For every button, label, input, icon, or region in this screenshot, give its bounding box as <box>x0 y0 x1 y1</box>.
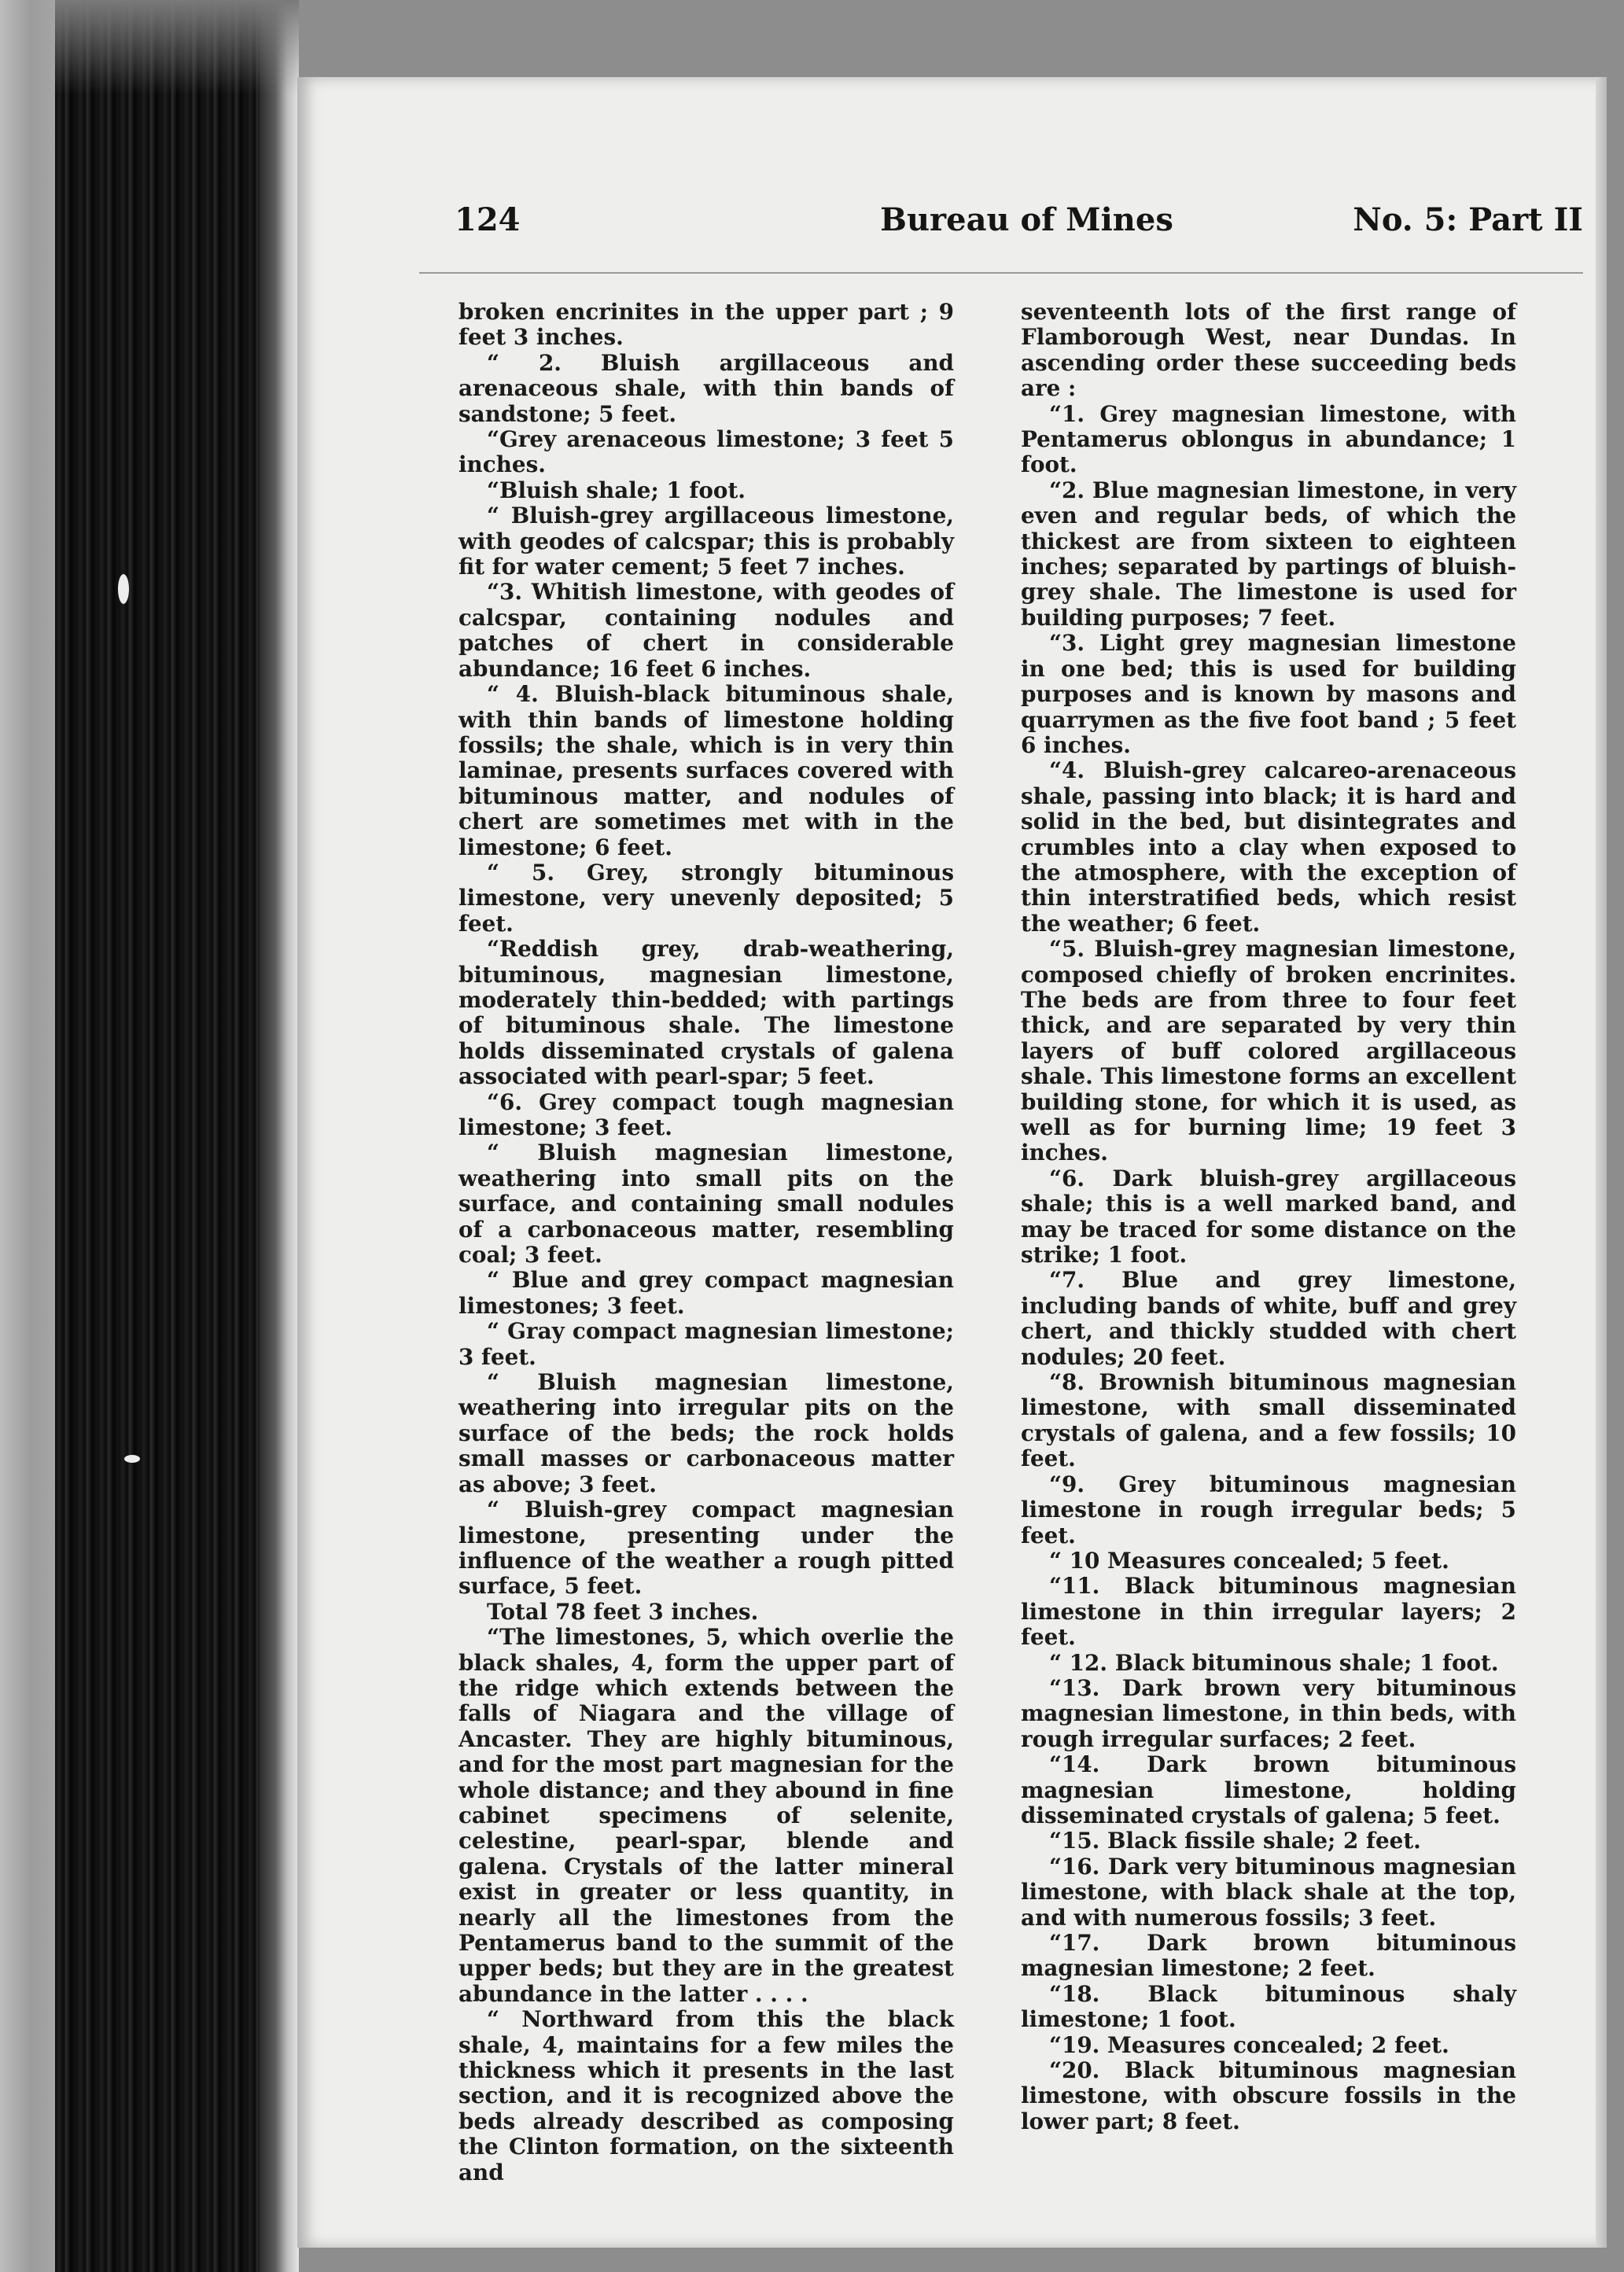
book-spine-edge <box>260 0 299 2272</box>
paragraph: “20. Black bituminous magnesian limestone, with obscure fossils in the lower part; 8 feet. <box>1021 2057 1516 2134</box>
header-rule <box>419 272 1583 274</box>
paragraph: “ Northward from this the black shale, 4, maintains for a few miles the thickness which it presents in the last section, and it is recognized above the beds already described as composing the Clinton formation, on the sixteenth and <box>458 2006 954 2185</box>
paragraph: “3. Whitish limestone, with geodes of calcspar, containing nodules and patches of chert in considerable abundance; 16 feet 6 inches. <box>458 579 954 682</box>
paragraph: “19. Measures concealed; 2 feet. <box>1049 2031 1449 2058</box>
left-column <box>458 300 954 2185</box>
paragraph: “ Bluish-grey compact magnesian limestone, presenting under the influence of the weather a rough pitted surface, 5 feet. <box>458 1497 954 1600</box>
paragraph: “ 5. Grey, strongly bituminous limestone, very unevenly deposited; 5 feet. <box>458 859 954 937</box>
book-spine <box>55 0 291 2272</box>
paragraph: Total 78 feet 3 inches. <box>487 1598 759 1625</box>
paragraph: “Grey arenaceous limestone; 3 feet 5 inches. <box>458 426 954 478</box>
document-page <box>297 77 1607 2248</box>
paragraph: “6. Dark bluish-grey argillaceous shale; this is a well marked band, and may be traced for some distance on the strike; 1 foot. <box>1021 1165 1516 1269</box>
paragraph: “ 10 Measures concealed; 5 feet. <box>1049 1547 1449 1574</box>
paragraph: “15. Black fissile shale; 2 feet. <box>1049 1828 1421 1854</box>
paragraph: seventeenth lots of the first range of Flamborough West, near Dundas. In ascending order these succeeding beds are : <box>1021 299 1516 402</box>
paragraph: “16. Dark very bituminous magnesian limestone, with black shale at the top, and with numerous fossils; 3 feet. <box>1021 1853 1516 1931</box>
paragraph: “ Bluish-grey argillaceous limestone, with geodes of calcspar; this is probably fit for water cement; 5 feet 7 inches. <box>458 503 954 580</box>
paragraph: “2. Blue magnesian limestone, in very even and regular beds, of which the thickest are from sixteen to eighteen inches; separated by partings of bluish-grey shale. The limestone is used for building purposes; 7 feet. <box>1021 477 1516 631</box>
paragraph: “ Gray compact magnesian limestone; 3 feet. <box>458 1318 954 1370</box>
paragraph: “8. Brownish bituminous magnesian limestone, with small disseminated crystals of galena, and a few fossils; 10 feet. <box>1021 1369 1516 1472</box>
running-header <box>455 201 1583 249</box>
page-number: 124 <box>455 201 521 238</box>
paragraph: “1. Grey magnesian limestone, with Pentamerus oblongus in abundance; 1 foot. <box>1021 400 1516 478</box>
paragraph: “6. Grey compact tough magnesian limestone; 3 feet. <box>458 1088 954 1140</box>
spine-shadow <box>55 0 299 94</box>
paragraph: “ 2. Bluish argillaceous and arenaceous shale, with thin bands of sandstone; 5 feet. <box>458 349 954 427</box>
paragraph: “ Bluish magnesian limestone, weathering into small pits on the surface, and containing small nodules of a carbonaceous matter, resembling coal; 3 feet. <box>458 1140 954 1269</box>
paragraph: “ Bluish magnesian limestone, weathering into irregular pits on the surface of the beds; the rock holds small masses or carbonaceous matter as above; 3 feet. <box>458 1369 954 1497</box>
paragraph: “4. Bluish-grey calcareo-arenaceous shale, passing into black; it is hard and solid in the bed, but disintegrates and crumbles into a clay when exposed to the atmosphere, with the exception of thin interstratified beds, which resist the weather; 6 feet. <box>1021 757 1516 937</box>
paragraph: broken encrinites in the upper part ; 9 feet 3 inches. <box>458 299 954 351</box>
paragraph: “11. Black bituminous magnesian limestone in thin irregular layers; 2 feet. <box>1021 1573 1516 1651</box>
paragraph: “Bluish shale; 1 foot. <box>487 477 746 503</box>
paper-speck <box>118 574 129 604</box>
paper-speck <box>124 1455 140 1463</box>
paragraph: “Reddish grey, drab-weathering, bituminous, magnesian limestone, moderately thin-bedded; with partings of bituminous shale. The limestone holds disseminated crystals of galena associated with pearl-spar; 5 feet. <box>458 936 954 1090</box>
paragraph: “ 12. Black bituminous shale; 1 foot. <box>1049 1649 1499 1676</box>
paragraph: “ 4. Bluish-black bituminous shale, with thin bands of limestone holding fossils; the shale, which is in very thin laminae, presents surfaces covered with bituminous matter, and nodules of chert are sometimes met with in the limestone; 6 feet. <box>458 681 954 860</box>
header-title: Bureau of Mines <box>880 201 1173 238</box>
paragraph: “ Blue and grey compact magnesian limestones; 3 feet. <box>458 1267 954 1319</box>
paragraph: “9. Grey bituminous magnesian limestone in rough irregular beds; 5 feet. <box>1021 1471 1516 1548</box>
paragraph: “18. Black bituminous shaly limestone; 1 foot. <box>1021 1980 1516 2033</box>
header-part: No. 5: Part II <box>1353 201 1583 238</box>
paragraph: “7. Blue and grey limestone, including bands of white, buff and grey chert, and thickly studded with chert nodules; 20 feet. <box>1021 1267 1516 1370</box>
paragraph: “14. Dark brown bituminous magnesian limestone, holding disseminated crystals of galena; 5 feet. <box>1021 1751 1516 1828</box>
paragraph: “13. Dark brown very bituminous magnesian limestone, in thin beds, with rough irregular surfaces; 2 feet. <box>1021 1674 1516 1752</box>
paragraph: “5. Bluish-grey magnesian limestone, composed chiefly of broken encrinites. The beds are from three to four feet thick, and are separated by very thin layers of buff colored argillaceous shale. This limestone forms an excellent building stone, for which it is used, as well as for burning lime; 19 feet 3 inches. <box>1021 936 1516 1166</box>
paragraph: “17. Dark brown bituminous magnesian limestone; 2 feet. <box>1021 1930 1516 1982</box>
paragraph: “The limestones, 5, which overlie the black shales, 4, form the upper part of the ridge which extends between the falls of Niagara and the village of Ancaster. They are highly bituminous, and for the most part magnesian for the whole distance; and they abound in fine cabinet specimens of selenite, celestine, pearl-spar, blende and galena. Crystals of the latter mineral exist in greater or less quantity, in nearly all the limestones from the Pentamerus band to the summit of the upper beds; but they are in the greatest abundance in the latter . . . . <box>458 1624 954 2007</box>
right-column <box>1021 300 1516 2134</box>
paragraph: “3. Light grey magnesian limestone in one bed; this is used for building purposes and is known by masons and quarrymen as the five foot band ; 5 feet 6 inches. <box>1021 630 1516 758</box>
page-edge <box>1596 77 1607 2248</box>
